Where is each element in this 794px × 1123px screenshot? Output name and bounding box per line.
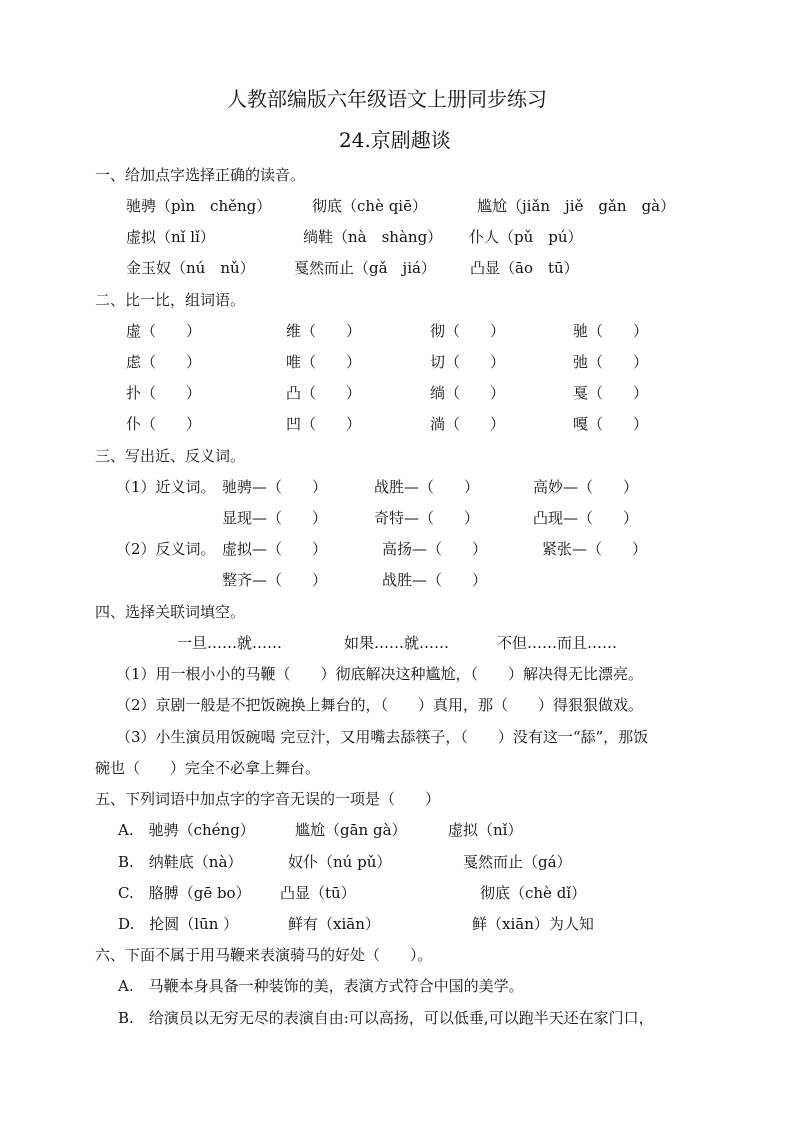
q1-item: 凸显（āo tū） [470,259,579,277]
q2-item: 唯（ ） [286,353,362,371]
q2-item: 彻（ ） [430,322,506,340]
q5-option: 虚拟（nǐ） [448,821,523,839]
q1-item: 绱鞋（nà shàng） [303,228,443,246]
q2-item: 虑（ ） [126,353,202,371]
q1-item: 彻底（chè qiē） [312,197,427,215]
q5-option: C. 胳膊（gē bo） [118,884,251,902]
q2-heading: 二、比一比，组词语。 [95,291,246,309]
q5-option: 凸显（tū） [280,884,356,902]
lesson-title: 24.京剧趣谈 [339,128,451,152]
q3-item: 显现—（ ） [222,509,328,527]
q2-item: 扑（ ） [126,384,202,402]
q5-option: A. 驰骋（chéng） [118,821,255,839]
q3-item: 高妙—（ ） [533,478,639,496]
q1-heading: 一、给加点字选择正确的读音。 [95,166,306,184]
q1-item: 金玉奴（nú nǔ） [126,259,255,277]
q5-option: 尴尬（gān gà） [295,821,407,839]
q4-sentence-continued: 碗也（ ）完全不必拿上舞台。 [95,759,321,777]
q1-item: 驰骋（pìn chěng） [126,197,272,215]
q2-item: 驰（ ） [573,322,649,340]
q6-heading: 六、下面不属于用马鞭来表演骑马的好处（ ）。 [95,946,433,964]
q4-sentence: （1）用一根小小的马鞭（ ）彻底解决这种尴尬，（ ）解决得无比漂亮。 [116,665,644,683]
q2-item: 切（ ） [430,353,506,371]
q3-item: 战胜—（ ） [374,478,480,496]
q2-item: 嘎（ ） [573,415,649,433]
q2-item: 淌（ ） [430,415,506,433]
q3-heading: 三、写出近、反义词。 [95,447,246,465]
q2-item: 凹（ ） [286,415,362,433]
q3-item: 驰骋—（ ） [222,478,328,496]
q1-item: 戛然而止（gǎ jiá） [294,259,436,277]
q3-item: 虚拟—（ ） [222,540,328,558]
q5-option: B. 纳鞋底（nà） [118,853,243,871]
q6-option: A. 马鞭本身具备一种装饰的美，表演方式符合中国的美学。 [118,977,524,995]
q3-item: 整齐—（ ） [222,571,328,589]
q4-sentence: （2）京剧一般是不把饭碗换上舞台的，（ ）真用，那（ ）得狠狠做戏。 [116,696,644,714]
q5-option: 鲜（xiān）为人知 [472,915,594,933]
q2-item: 弛（ ） [573,353,649,371]
q3-item: 高扬—（ ） [382,540,488,558]
q1-item: 尴尬（jiǎn jiě gǎn gà） [477,197,676,215]
q1-item: 虚拟（nǐ lǐ） [126,228,215,246]
q2-item: 仆（ ） [126,415,202,433]
q5-option: 奴仆（nú pǔ） [288,853,392,871]
q5-option: 戛然而止（gá） [463,853,572,871]
q3-synonym-label: （1）近义词。 [116,478,216,496]
q3-item: 凸现—（ ） [533,509,639,527]
q1-item: 仆人（pǔ pú） [469,228,583,246]
q3-item: 奇特—（ ） [374,509,480,527]
q2-item: 虚（ ） [126,322,202,340]
q5-option: D. 抡圆（lūn ） [118,915,239,933]
q5-option: 鲜有（xiān） [288,915,380,933]
q2-item: 凸（ ） [286,384,362,402]
q5-option: 彻底（chè dǐ） [480,884,587,902]
q4-option: 如果……就…… [344,634,450,652]
q6-option: B. 给演员以无穷无尽的表演自由:可以高扬，可以低垂,可以跑半天还在家门口， [118,1009,654,1027]
q4-sentence: （3）小生演员用饭碗喝 完豆汁，又用嘴去舔筷子，（ ）没有这一“舔”，那饭 [116,728,649,746]
q3-antonym-label: （2）反义词。 [116,540,216,558]
q2-item: 戛（ ） [573,384,649,402]
q3-item: 紧张—（ ） [542,540,648,558]
q4-option: 不但……而且…… [497,634,618,652]
q3-item: 战胜—（ ） [382,571,488,589]
q4-heading: 四、选择关联词填空。 [95,603,246,621]
q2-item: 维（ ） [286,322,362,340]
q2-item: 绱（ ） [430,384,506,402]
q4-option: 一旦……就…… [177,634,283,652]
page-title: 人教部编版六年级语文上册同步练习 [227,87,547,111]
q5-heading: 五、下列词语中加点字的字音无误的一项是（ ） [95,790,441,808]
